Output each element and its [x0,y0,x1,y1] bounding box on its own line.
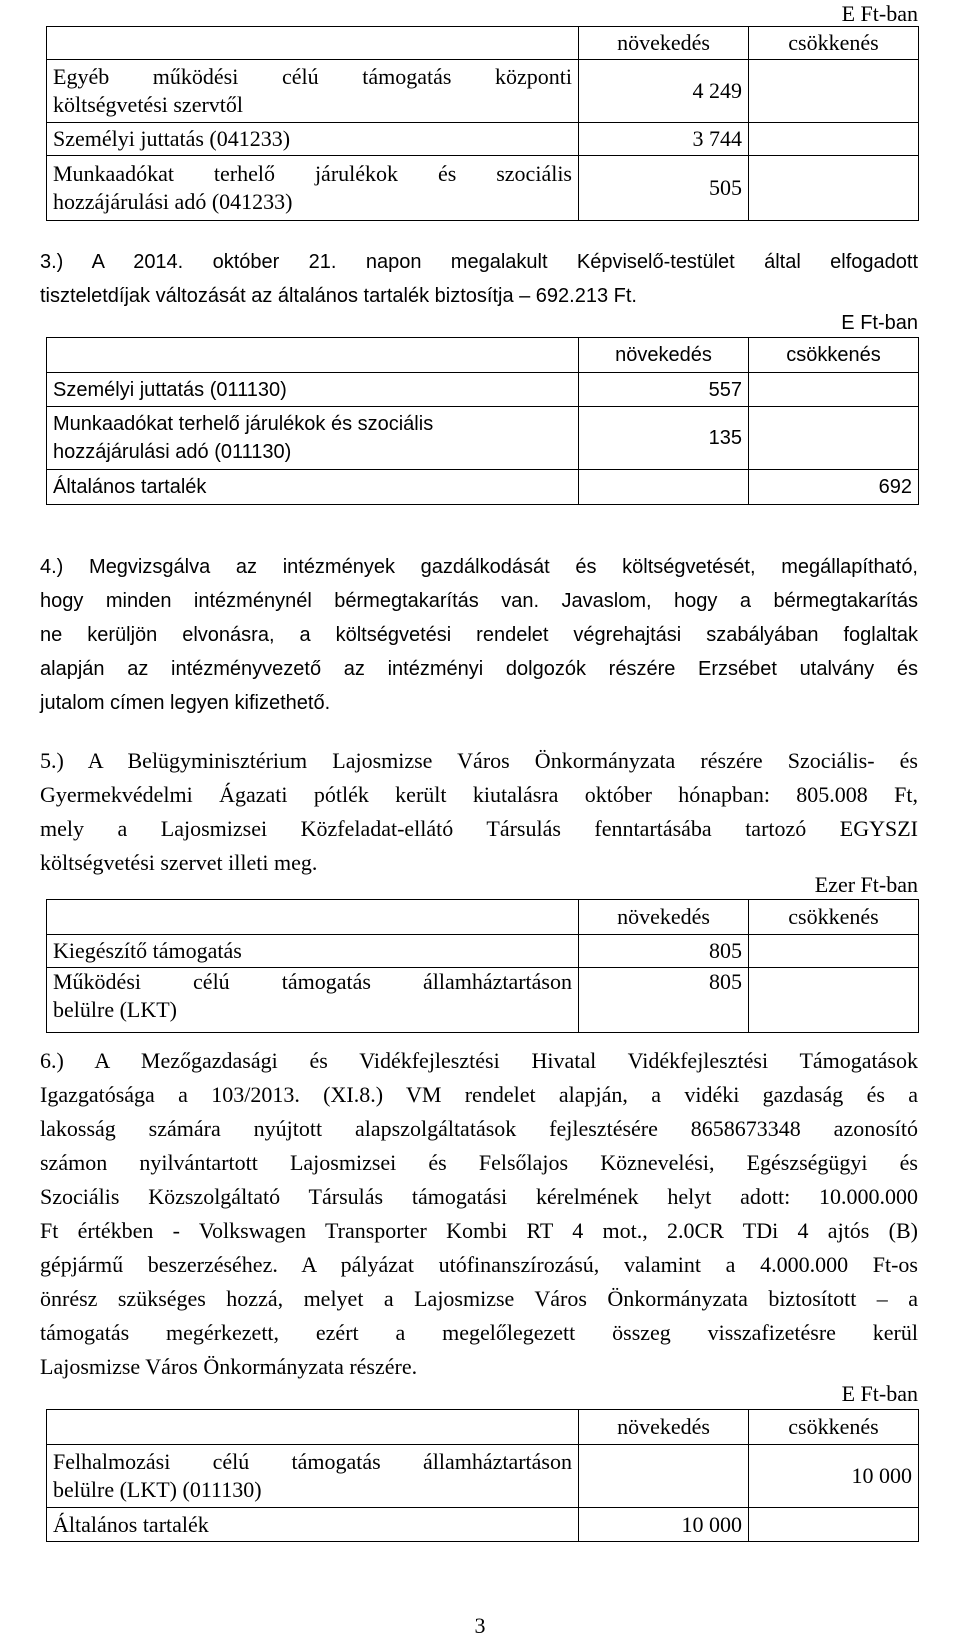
row-label-line: Személyi juttatás (041233) [53,126,291,151]
paragraph-6 [40,1044,918,1384]
row-label-line: Általános tartalék [53,476,207,498]
row-label-line: Felhalmozási célú támogatás államháztartáson [53,1449,572,1474]
table-row [47,407,919,470]
table1-header-blank [47,27,579,60]
row-dec-value [749,968,919,1033]
table-row [47,123,919,156]
paragraph-line: 6.) A Mezőgazdasági és Vidékfejlesztési Hivatal Vidékfejlesztési Támogatások [40,1048,918,1073]
paragraph-4 [40,550,918,720]
table4 [46,1409,919,1542]
row-dec-value [749,60,919,123]
table-row [47,373,919,407]
table1-header-dec: csökkenés [749,27,919,60]
paragraph-line: alapján az intézményvezető az intézményi dolgozók részére Erzsébet utalvány és [40,658,918,680]
table4-header-blank [47,1410,579,1445]
table2-header-dec: csökkenés [749,338,919,373]
paragraph-line: Igazgatósága a 103/2013. (XI.8.) VM rendelet alapján, a vidéki gazdaság és a [40,1082,918,1107]
paragraph-line: 5.) A Belügyminisztérium Lajosmizse Város Önkormányzata részére Szociális- és [40,748,918,773]
table2-header-row [47,338,919,373]
row-label-line: hozzájárulási adó (011130) [53,441,292,463]
paragraph-line: támogatás megérkezett, ezért a megelőlegezett összeg visszafizetésre kerül [40,1320,918,1345]
paragraph-line: számon nyilvántartott Lajosmizsei és Felsőlajos Köznevelési, Egészségügyi és [40,1150,918,1175]
table1-unit: E Ft-ban [841,1,918,26]
table4-header-dec: csökkenés [749,1410,919,1445]
row-dec-value: 10 000 [749,1445,919,1508]
table4-header-inc: növekedés [579,1410,749,1445]
paragraph-5 [40,744,918,880]
paragraph-line: 4.) Megvizsgálva az intézmények gazdálkodását és költségvetését, megállapítható, [40,556,918,578]
row-dec-value [749,935,919,968]
row-inc-value: 805 [579,935,749,968]
row-inc-value: 505 [579,156,749,221]
row-dec-value [749,123,919,156]
paragraph-3 [40,245,918,313]
row-label-line: költségvetési szervtől [53,92,244,117]
row-label-line: Egyéb működési célú támogatás központi [53,64,572,89]
table2-header-inc: növekedés [579,338,749,373]
paragraph-line: Ft értékben - Volkswagen Transporter Kombi RT 4 mot., 2.0CR TDi 4 ajtós (B) [40,1218,918,1243]
row-dec-value: 692 [749,470,919,505]
paragraph-line: önrész szükséges hozzá, melyet a Lajosmizse Város Önkormányzata biztosított – a [40,1286,918,1311]
table3 [46,899,919,1033]
table3-header-row [47,900,919,935]
page-number: 3 [474,1613,486,1638]
paragraph-line: jutalom címen legyen kifizethető. [40,692,331,714]
row-inc-value: 10 000 [579,1508,749,1542]
row-label-line: hozzájárulási adó (041233) [53,189,293,214]
table3-unit: Ezer Ft-ban [814,872,918,897]
row-inc-value: 3 744 [579,123,749,156]
paragraph-line: ne kerüljön elvonásra, a költségvetési rendelet végrehajtási szabályában foglaltak [40,624,918,646]
row-label-line: belülre (LKT) (011130) [53,1477,262,1502]
table4-header-row [47,1410,919,1445]
paragraph-line: hogy minden intézménynél bérmegtakarítás van. Javaslom, hogy a bérmegtakarítás [40,590,918,612]
paragraph-line: 3.) A 2014. október 21. napon megalakult Képviselő-testület által elfogadott [40,251,918,273]
row-inc-value: 135 [579,407,749,470]
row-dec-value [749,373,919,407]
row-label-line: belülre (LKT) [53,997,177,1022]
table1 [46,26,919,221]
table-row [47,935,919,968]
table1-header-inc: növekedés [579,27,749,60]
row-inc-value: 557 [579,373,749,407]
row-inc-value [579,1445,749,1508]
paragraph-line: Lajosmizse Város Önkormányzata részére. [40,1354,418,1379]
table3-header-inc: növekedés [579,900,749,935]
table-row [47,60,919,123]
row-inc-value: 805 [579,968,749,1033]
row-label-line: Működési célú támogatás államháztartáson [53,969,572,994]
table-row [47,968,919,1033]
paragraph-line: lakosság számára nyújtott alapszolgáltatások fejlesztésére 8658673348 azonosító [40,1116,918,1141]
table-row [47,1508,919,1542]
row-dec-value [749,1508,919,1542]
row-dec-value [749,407,919,470]
paragraph-line: mely a Lajosmizsei Közfeladat-ellátó Társulás fenntartásába tartozó EGYSZI [40,816,918,841]
table3-header-blank [47,900,579,935]
row-label-line: Személyi juttatás (011130) [53,378,287,401]
table2-header-blank [47,338,579,373]
table3-header-dec: csökkenés [749,900,919,935]
row-inc-value: 4 249 [579,60,749,123]
paragraph-line: Gyermekvédelmi Ágazati pótlék került kiutalásra október hónapban: 805.008 Ft, [40,782,918,807]
table4-unit: E Ft-ban [841,1381,918,1406]
table2-unit: E Ft-ban [841,312,918,334]
row-label-line: Munkaadókat terhelő járulékok és szociális [53,161,572,186]
table2 [46,337,919,505]
row-label-line: Munkaadókat terhelő járulékok és szociális [53,413,434,435]
paragraph-line: gépjármű beszerzéséhez. A pályázat utófinanszírozású, valamint a 4.000.000 Ft-os [40,1252,918,1277]
table-row [47,1445,919,1508]
row-label-line: Általános tartalék [53,1511,209,1537]
row-label-line: Kiegészítő támogatás [53,938,242,963]
table-row [47,470,919,505]
table-row [47,156,919,221]
row-inc-value [579,470,749,505]
paragraph-line: Szociális Közszolgáltató Társulás támogatási kérelmének helyt adott: 10.000.000 [40,1184,918,1209]
paragraph-line: tiszteletdíjak változását az általános tartalék biztosítja – 692.213 Ft. [40,285,637,307]
row-dec-value [749,156,919,221]
table1-header-row [47,27,919,60]
paragraph-line: költségvetési szervet illeti meg. [40,850,318,875]
